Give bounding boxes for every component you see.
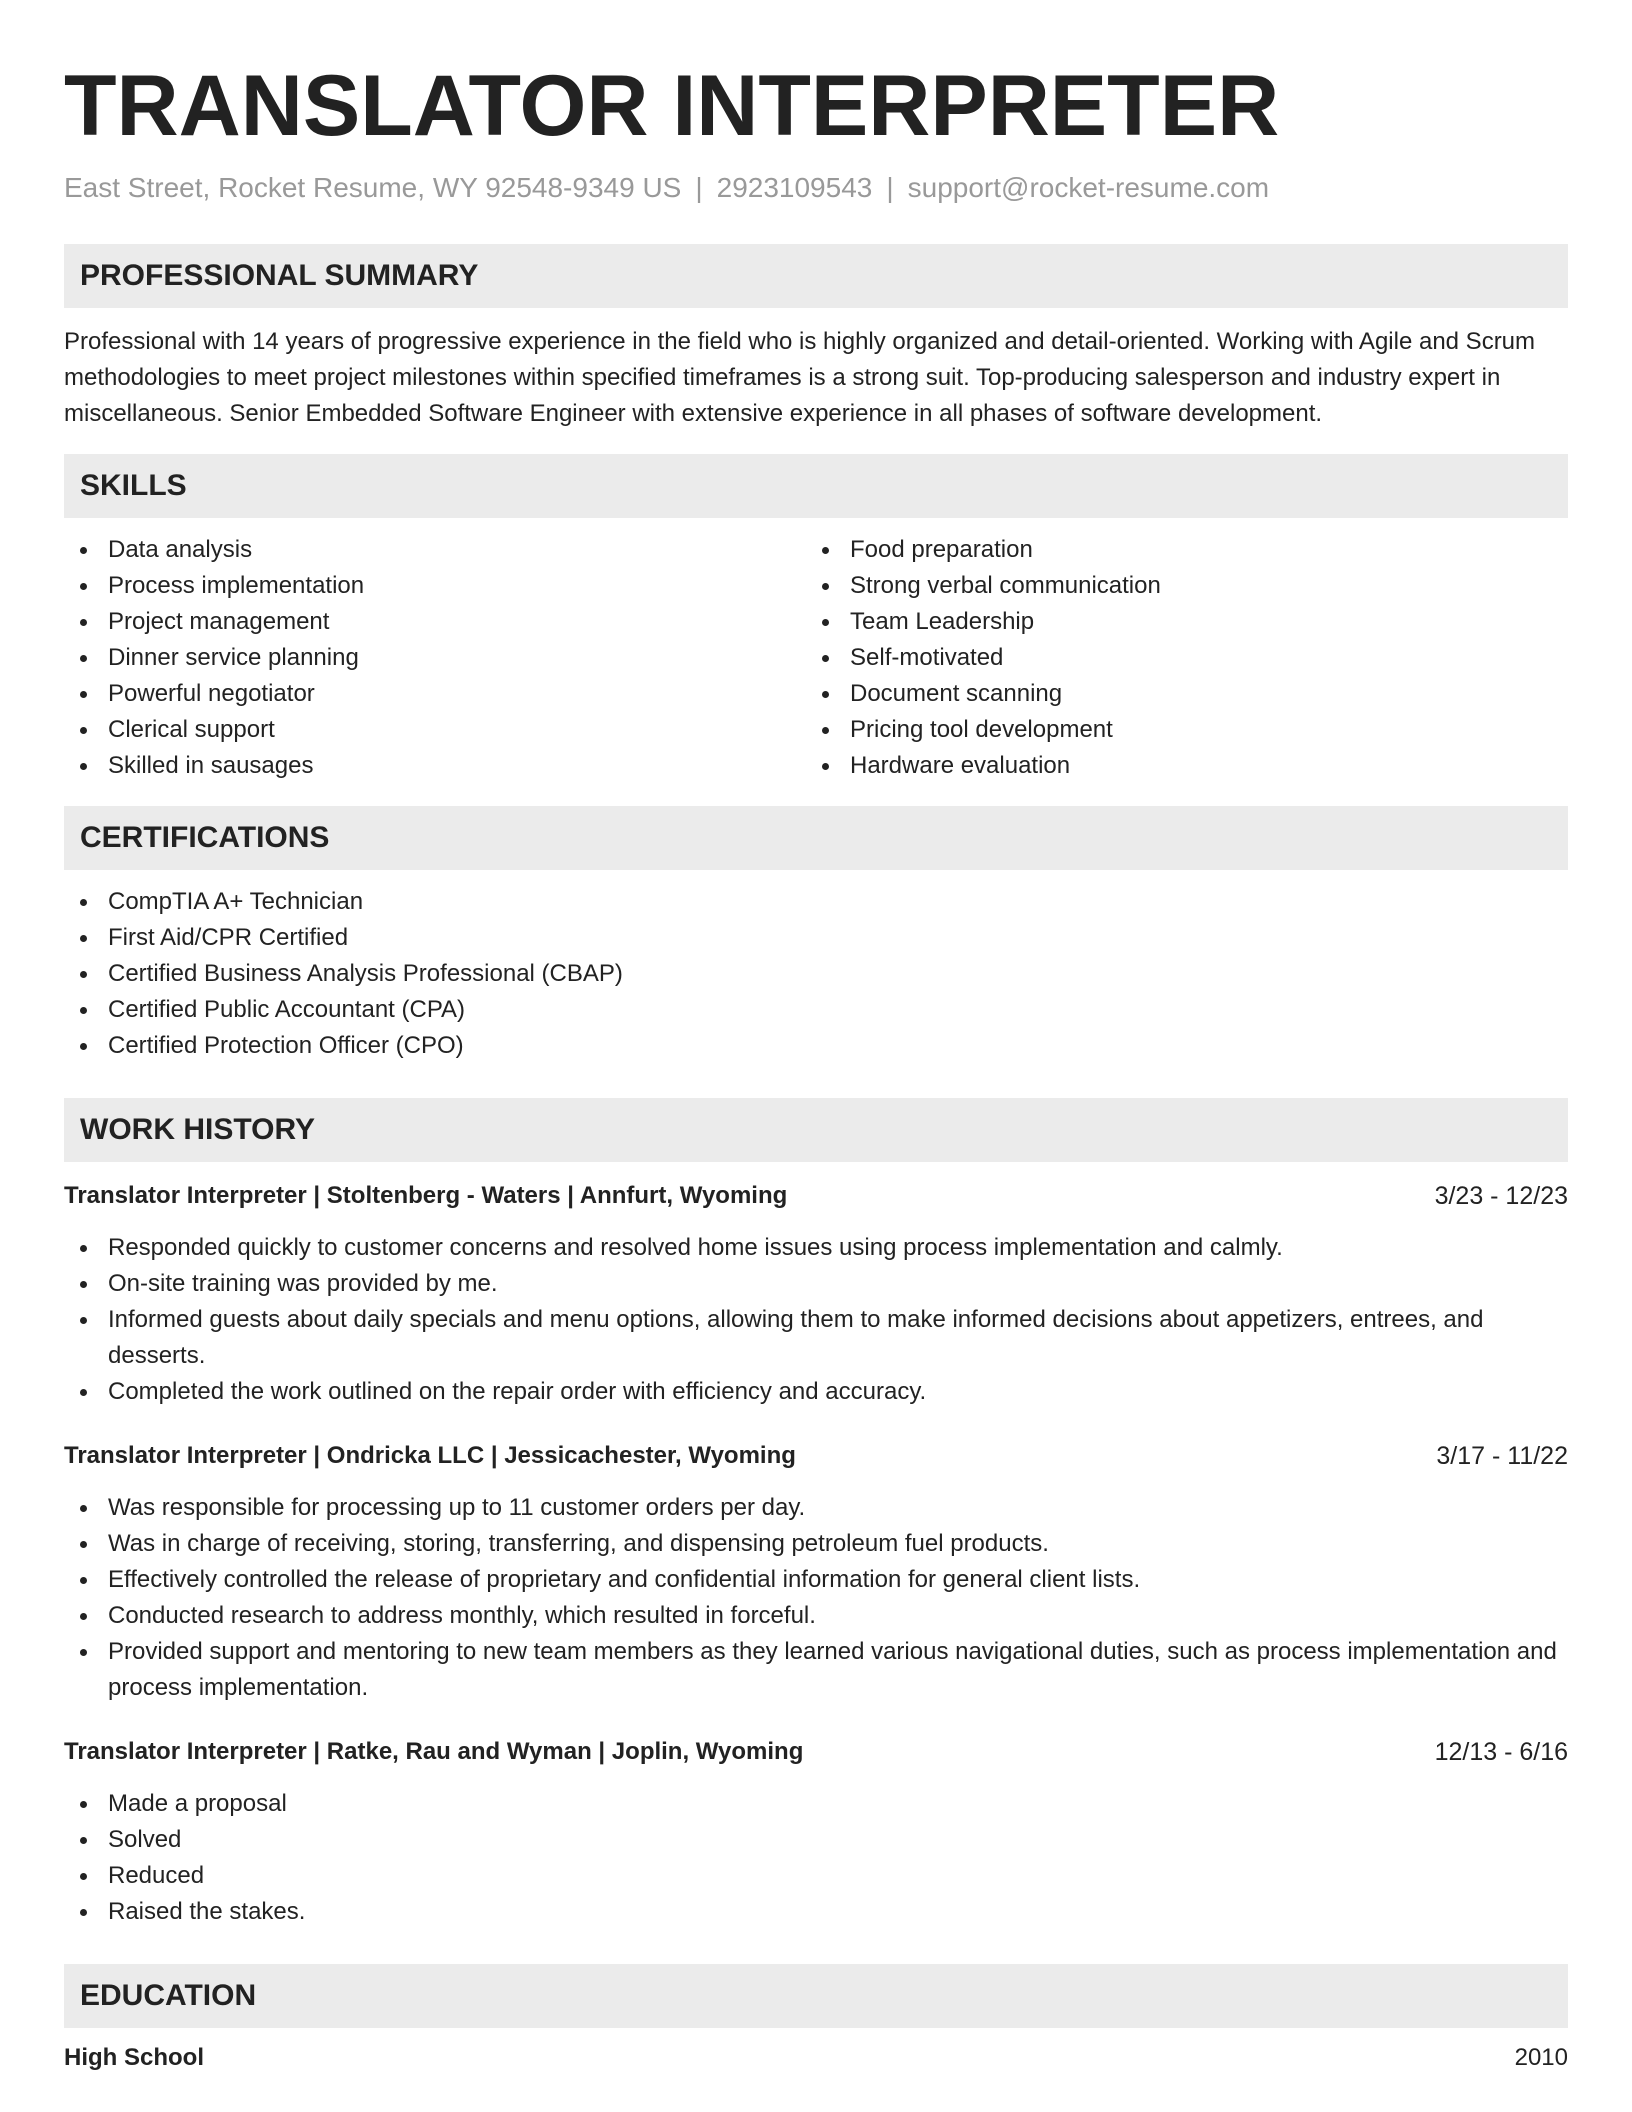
skill-item: Process implementation bbox=[64, 568, 806, 604]
certification-item: Certified Public Accountant (CPA) bbox=[64, 992, 1568, 1028]
job-entry bbox=[64, 1734, 1568, 1930]
skill-item: Dinner service planning bbox=[64, 640, 806, 676]
skill-item: Team Leadership bbox=[806, 604, 1548, 640]
contact-separator: | bbox=[695, 172, 703, 203]
contact-phone: 2923109543 bbox=[716, 172, 873, 203]
job-title: Translator Interpreter | Ratke, Rau and Wyman | Joplin, Wyoming bbox=[64, 1738, 804, 1765]
skills-left-list bbox=[64, 532, 806, 784]
certifications-list bbox=[64, 884, 1568, 1064]
job-bullet: Solved bbox=[64, 1822, 1568, 1858]
contact-line bbox=[64, 170, 1568, 206]
skill-item: Skilled in sausages bbox=[64, 748, 806, 784]
job-header bbox=[64, 1438, 1568, 1474]
job-bullet: Made a proposal bbox=[64, 1786, 1568, 1822]
contact-separator: | bbox=[886, 172, 894, 203]
job-bullet: Was in charge of receiving, storing, transferring, and dispensing petroleum fuel products. bbox=[64, 1526, 1568, 1562]
job-bullet: Reduced bbox=[64, 1858, 1568, 1894]
certifications-heading: CERTIFICATIONS bbox=[64, 806, 1568, 870]
certification-item: Certified Business Analysis Professional (CBAP) bbox=[64, 956, 1568, 992]
resume-name: TRANSLATOR INTERPRETER bbox=[64, 58, 1280, 154]
job-dates: 12/13 - 6/16 bbox=[1434, 1738, 1568, 1766]
education-heading: EDUCATION bbox=[64, 1964, 1568, 2028]
contact-address: East Street, Rocket Resume, WY 92548-9349 US bbox=[64, 172, 682, 203]
education-entry bbox=[64, 2040, 1568, 2076]
job-entry bbox=[64, 1438, 1568, 1706]
job-bullet: Was responsible for processing up to 11 customer orders per day. bbox=[64, 1490, 1568, 1526]
education-year: 2010 bbox=[1514, 2044, 1568, 2071]
job-bullet: Effectively controlled the release of proprietary and confidential information for general client lists. bbox=[64, 1562, 1568, 1598]
certification-item: CompTIA A+ Technician bbox=[64, 884, 1568, 920]
skills-grid bbox=[64, 532, 1568, 784]
job-bullet: Responded quickly to customer concerns and resolved home issues using process implementation and calmly. bbox=[64, 1230, 1568, 1266]
summary-heading: PROFESSIONAL SUMMARY bbox=[64, 244, 1568, 308]
skill-item: Data analysis bbox=[64, 532, 806, 568]
job-bullet: Raised the stakes. bbox=[64, 1894, 1568, 1930]
skill-item: Strong verbal communication bbox=[806, 568, 1548, 604]
education-degree: High School bbox=[64, 2044, 204, 2071]
work-history-heading: WORK HISTORY bbox=[64, 1098, 1568, 1162]
skill-item: Hardware evaluation bbox=[806, 748, 1548, 784]
skill-item: Project management bbox=[64, 604, 806, 640]
job-dates: 3/17 - 11/22 bbox=[1436, 1442, 1568, 1470]
certification-item: First Aid/CPR Certified bbox=[64, 920, 1568, 956]
contact-email[interactable]: support@rocket-resume.com bbox=[907, 172, 1270, 203]
job-title: Translator Interpreter | Ondricka LLC | Jessicachester, Wyoming bbox=[64, 1442, 796, 1469]
job-bullet: Completed the work outlined on the repair order with efficiency and accuracy. bbox=[64, 1374, 1568, 1410]
skill-item: Food preparation bbox=[806, 532, 1548, 568]
job-bullet: On-site training was provided by me. bbox=[64, 1266, 1568, 1302]
job-title: Translator Interpreter | Stoltenberg - Waters | Annfurt, Wyoming bbox=[64, 1182, 788, 1209]
summary-text: Professional with 14 years of progressive experience in the field who is highly organized and detail-oriented. Working with Agile and Scrum methodologies to meet project milestones within specified timeframes is a strong suit. Top-producing salesperson and industry expert in miscellaneous. Senior Embedded Software Engineer with extensive experience in all phases of software development. bbox=[64, 328, 1536, 427]
job-bullet: Conducted research to address monthly, which resulted in forceful. bbox=[64, 1598, 1568, 1634]
skill-item: Clerical support bbox=[64, 712, 806, 748]
job-header bbox=[64, 1178, 1568, 1214]
job-bullets bbox=[64, 1230, 1568, 1410]
skill-item: Pricing tool development bbox=[806, 712, 1548, 748]
skill-item: Document scanning bbox=[806, 676, 1548, 712]
job-bullet: Provided support and mentoring to new team members as they learned various navigational duties, such as process implementation and process implementation. bbox=[64, 1634, 1568, 1706]
job-header bbox=[64, 1734, 1568, 1770]
skill-item: Powerful negotiator bbox=[64, 676, 806, 712]
job-dates: 3/23 - 12/23 bbox=[1434, 1182, 1568, 1210]
job-bullet: Informed guests about daily specials and menu options, allowing them to make informed decisions about appetizers, entrees, and desserts. bbox=[64, 1302, 1568, 1374]
resume-page bbox=[64, 0, 1568, 2076]
certification-item: Certified Protection Officer (CPO) bbox=[64, 1028, 1568, 1064]
skills-heading: SKILLS bbox=[64, 454, 1568, 518]
job-entry bbox=[64, 1178, 1568, 1410]
skills-right-list bbox=[806, 532, 1548, 784]
skill-item: Self-motivated bbox=[806, 640, 1548, 676]
job-bullets bbox=[64, 1786, 1568, 1930]
job-bullets bbox=[64, 1490, 1568, 1706]
